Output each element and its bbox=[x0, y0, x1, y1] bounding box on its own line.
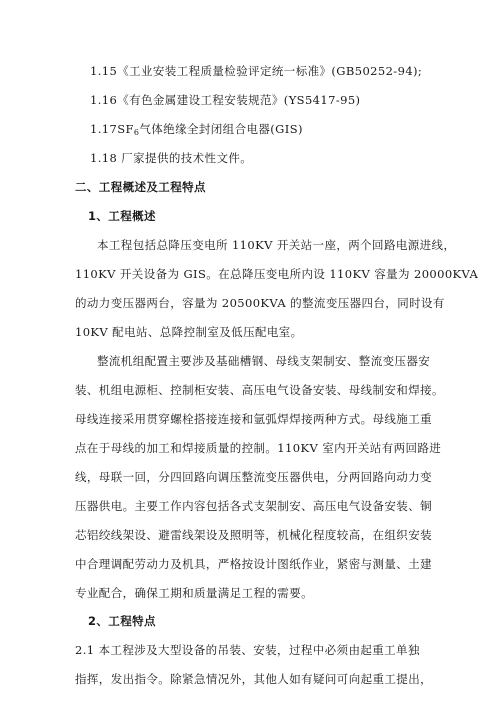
overview-para2-line: 专业配合，确保工期和质量满足工程的需要。 bbox=[75, 586, 313, 600]
features-para1-line: 指挥，发出指令。除紧急情况外，其他人如有疑问可向起重工提出， bbox=[75, 672, 432, 686]
reference-1-16: 1.16《有色金属建设工程安装规范》(YS5417-95) bbox=[90, 93, 361, 107]
reference-1-15: 1.15《工业安装工程质量检验评定统一标准》(GB50252-94); bbox=[90, 64, 423, 78]
overview-para2-line: 点在于母线的加工和焊接质量的控制。110KV 室内开关站有两回路进 bbox=[75, 441, 442, 455]
subsection-heading-overview: 1、工程概述 bbox=[88, 209, 156, 223]
overview-para2-line: 压器供电。主要工作内容包括各式支架制安、高压电气设备安装、铜 bbox=[75, 499, 432, 513]
overview-para1-line: 10KV 配电站、总降控制室及低压配电室。 bbox=[75, 325, 303, 339]
reference-1-17: $1.17SF_6$气体绝缘全封闭组合电器(GIS) bbox=[90, 122, 303, 137]
reference-1-18: 1.18 厂家提供的技术性文件。 bbox=[90, 151, 253, 165]
overview-para2-line: 装、机组电源柜、控制柜安装、高压电气设备安装、母线制安和焊接。 bbox=[75, 383, 444, 397]
overview-para2-line: 整流机组配置主要涉及基础槽钢、母线支架制安、整流变压器安 bbox=[97, 354, 431, 368]
features-para1-line: 2.1 本工程涉及大型设备的吊装、安装，过程中必须由起重工单独 bbox=[75, 643, 420, 657]
overview-para2-line: 母线连接采用贯穿螺栓搭接连接和氩弧焊焊接两种方式。母线施工重 bbox=[75, 412, 432, 426]
overview-para1-line: 110KV 开关设备为 GIS。在总降压变电所内设 110KV 容量为 20000KVA bbox=[75, 267, 479, 281]
overview-para2-line: 芯铝绞线架设、避雷线架设及照明等，机械化程度较高，在组织安装 bbox=[75, 528, 432, 542]
subsection-heading-features: 2、工程特点 bbox=[88, 614, 156, 628]
overview-para2-line: 线，母联一回，分四回路向调压整流变压器供电，分两回路向动力变 bbox=[75, 470, 432, 484]
overview-para2-line: 中合理调配劳动力及机具，严格按设计图纸作业，紧密与测量、土建 bbox=[75, 557, 432, 571]
overview-para1-line: 的动力变压器两台，容量为 20500KVA 的整流变压器四台，同时设有 bbox=[75, 296, 445, 310]
overview-para1-line: 本工程包括总降压变电所 110KV 开关站一座，两个回路电源进线， bbox=[97, 238, 456, 252]
section-heading: 二、工程概述及工程特点 bbox=[75, 180, 206, 194]
